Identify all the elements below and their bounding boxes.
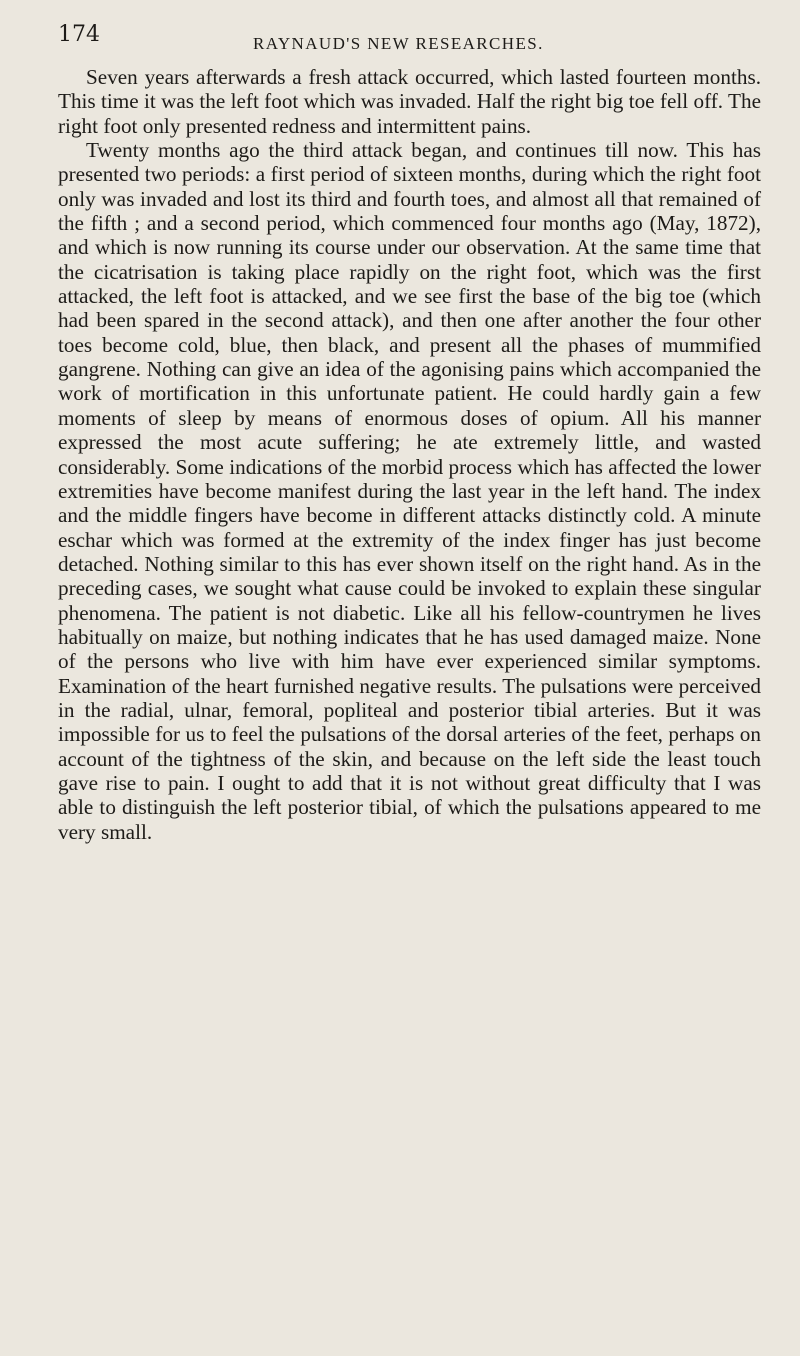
page-header [58, 22, 758, 58]
paragraph-1: Seven years afterwards a fresh attack occurred, which lasted fourteen months. This time it was the left foot which was invaded. Half the right big toe fell off. The right foot only presented redness and intermittent pains. [58, 65, 761, 138]
page-number: 174 [58, 22, 100, 47]
body-text [58, 65, 761, 844]
paragraph-2: Twenty months ago the third attack began, and continues till now. This has presented two periods: a first period of sixteen months, during which the right foot only was invaded and lost its third and fourth toes, and almost all that remained of the fifth ; and a second period, which commenced four months ago (May, 1872), and which is now running its course under our observation. At the same time that the cicatrisation is taking place rapidly on the right foot, which was the first attacked, the left foot is attacked, and we see first the base of the big toe (which had been spared in the second attack), and then one after another the four other toes become cold, blue, then black, and present all the phases of mummified gangrene. Nothing can give an idea of the agonising pains which accompanied the work of mortification in this unfortunate patient. He could hardly gain a few moments of sleep by means of enormous doses of opium. All his manner expressed the most acute suffering; he ate extremely little, and wasted considerably. Some indications of the morbid process which has affected the lower extremities have become manifest during the last year in the left hand. The index and the middle fingers have become in different attacks distinctly cold. A minute eschar which was formed at the extremity of the index finger has just become detached. Nothing similar to this has ever shown itself on the right hand. As in the preceding cases, we sought what cause could be invoked to explain these singular phenomena. The patient is not diabetic. Like all his fellow-countrymen he lives habitually on maize, but nothing indicates that he has used damaged maize. None of the persons who live with him have ever experienced similar symptoms. Examination of the heart furnished negative results. The pulsations were perceived in the radial, ulnar, femoral, popliteal and posterior tibial arteries. But it was impossible for us to feel the pulsations of the dorsal arteries of the feet, perhaps on account of the tightness of the skin, and because on the left side the least touch gave rise to pain. I ought to add that it is not without great difficulty that I was able to distinguish the left posterior tibial, of which the pulsations appeared to me very small. [58, 138, 761, 844]
running-head: RAYNAUD'S NEW RESEARCHES. [253, 34, 544, 53]
